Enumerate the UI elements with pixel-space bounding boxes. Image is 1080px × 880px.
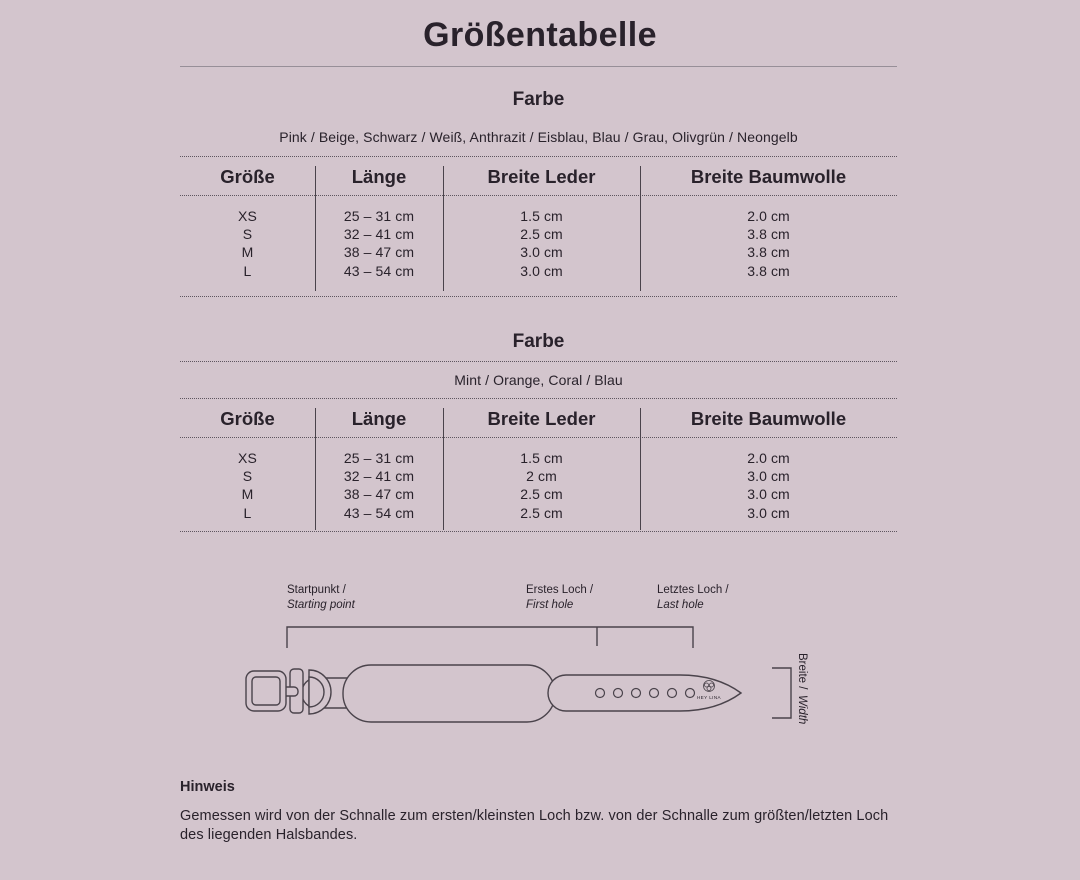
table-cell: 2.0 cm	[747, 208, 790, 224]
page-title: Größentabelle	[423, 16, 657, 54]
table-cell: 3.0 cm	[520, 262, 563, 279]
table-cell: 3.8 cm	[747, 226, 790, 243]
column-separator	[640, 166, 641, 291]
column-header: Länge	[351, 408, 407, 429]
buckle	[246, 671, 286, 711]
collar-illustration	[246, 665, 741, 722]
heylina-logo-text: HEY LINA	[696, 695, 722, 700]
column-header: Breite Baumwolle	[690, 166, 847, 187]
table-cell: 43 – 54 cm	[343, 504, 415, 521]
dotted-divider	[180, 156, 897, 157]
column-separator	[315, 166, 316, 291]
table-header-row	[180, 406, 897, 432]
note-body: Gemessen wird von der Schnalle zum ersten/kleinsten Loch bzw. von der Schnalle zum größten/letzten Loch des liegenden Halsbandes.	[180, 808, 889, 843]
column-header: Größe	[220, 166, 275, 187]
column-separator	[315, 408, 316, 530]
note-heading: Hinweis	[180, 779, 235, 795]
table-cell: 3.8 cm	[747, 244, 790, 261]
table-cell: 2.5 cm	[520, 504, 563, 521]
collar-body	[343, 665, 555, 722]
table-cell: M	[241, 244, 254, 261]
dotted-divider	[180, 195, 897, 196]
table-cell: 3.0 cm	[747, 504, 790, 521]
table-cell: 3.0 cm	[747, 468, 790, 485]
width-measure-bracket	[772, 668, 791, 718]
column-header: Größe	[220, 408, 275, 429]
title-divider	[180, 66, 897, 67]
table-body	[180, 207, 897, 280]
table-cell: L	[243, 504, 252, 521]
table-cell: 1.5 cm	[520, 208, 563, 224]
width-label-en: Width	[796, 695, 808, 725]
table-cell: 38 – 47 cm	[343, 486, 415, 503]
dotted-divider	[180, 437, 897, 438]
dotted-divider	[180, 531, 897, 532]
column-separator	[443, 408, 444, 530]
width-label	[796, 653, 808, 724]
column-header: Breite Leder	[487, 408, 596, 429]
table-cell: 2 cm	[526, 468, 557, 485]
table-cell: 2.5 cm	[520, 226, 563, 243]
farbe-heading: Farbe	[512, 331, 565, 352]
dotted-divider	[180, 398, 897, 399]
last-hole-label-en: Last hole	[657, 599, 704, 611]
table-cell: 1.5 cm	[520, 450, 563, 466]
table-cell: 3.0 cm	[520, 244, 563, 261]
table-cell: S	[242, 226, 253, 243]
table-cell: 3.8 cm	[747, 262, 790, 279]
dotted-divider	[180, 296, 897, 297]
column-header: Breite Leder	[487, 166, 596, 187]
startpoint-label-en: Starting point	[287, 599, 355, 611]
startpoint-label-de: Startpunkt /	[287, 584, 346, 596]
table-cell: 38 – 47 cm	[343, 244, 415, 261]
first-hole-label-en: First hole	[526, 599, 574, 611]
column-separator	[640, 408, 641, 530]
table-cell: L	[243, 262, 252, 279]
color-list: Mint / Orange, Coral / Blau	[454, 372, 623, 388]
column-separator	[443, 166, 444, 291]
collar-measurement-diagram	[0, 570, 1080, 775]
table-cell: XS	[238, 450, 257, 466]
first-hole-label-de: Erstes Loch /	[526, 584, 594, 596]
table-cell: XS	[238, 208, 257, 224]
width-label-de: Breite /	[796, 653, 808, 690]
table-cell: S	[242, 468, 253, 485]
dotted-divider	[180, 361, 897, 362]
table-cell: 25 – 31 cm	[343, 450, 415, 466]
length-measure-bracket	[287, 627, 693, 648]
table-header-row	[180, 164, 897, 190]
table-cell: M	[241, 486, 254, 503]
column-header: Breite Baumwolle	[690, 408, 847, 429]
collar-strap	[548, 675, 741, 711]
table-cell: 43 – 54 cm	[343, 262, 415, 279]
color-list: Pink / Beige, Schwarz / Weiß, Anthrazit / Eisblau, Blau / Grau, Olivgrün / Neongelb	[279, 129, 798, 145]
table-cell: 3.0 cm	[747, 486, 790, 503]
farbe-heading: Farbe	[512, 89, 565, 110]
table-cell: 32 – 41 cm	[343, 226, 415, 243]
table-cell: 2.5 cm	[520, 486, 563, 503]
table-cell: 2.0 cm	[747, 450, 790, 466]
last-hole-label-de: Letztes Loch /	[657, 584, 729, 596]
table-cell: 32 – 41 cm	[343, 468, 415, 485]
table-cell: 25 – 31 cm	[343, 208, 415, 224]
column-header: Länge	[351, 166, 407, 187]
table-body	[180, 449, 897, 522]
